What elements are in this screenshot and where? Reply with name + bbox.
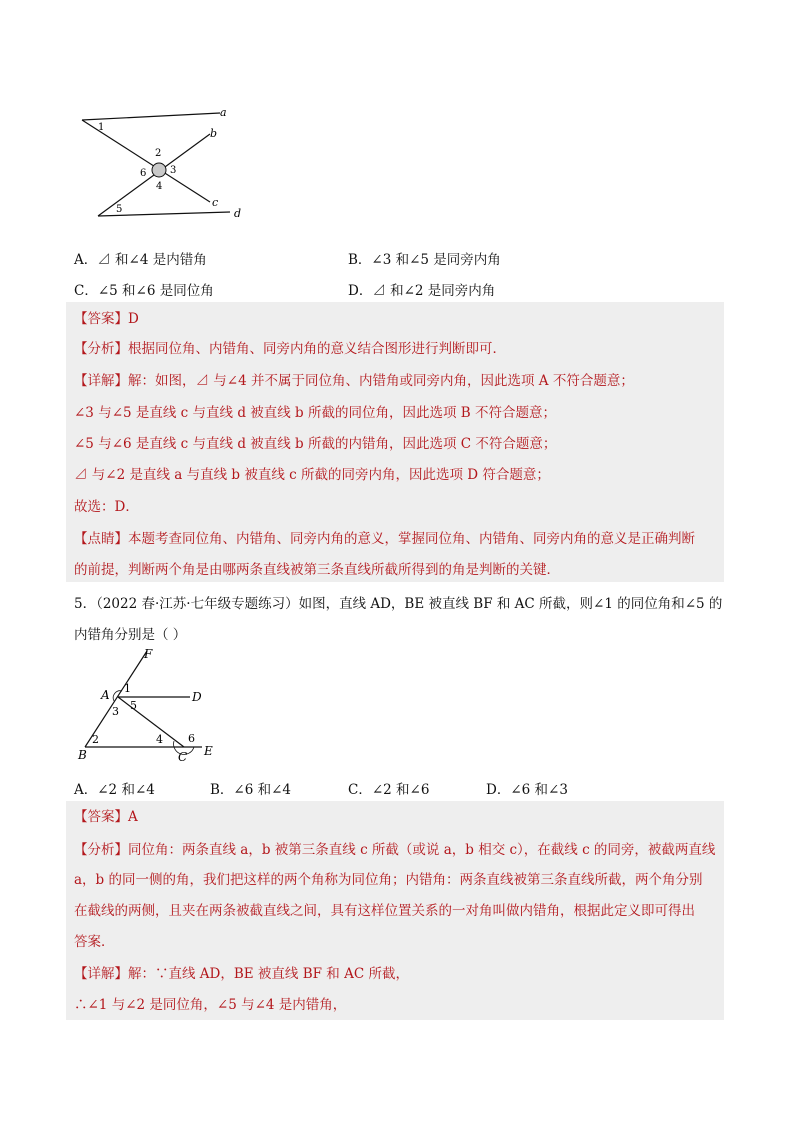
- q5-detail-line-1: [74, 965, 409, 983]
- q5-figure: [70, 643, 230, 768]
- line-a: [82, 113, 220, 120]
- answer-tag: 【答案】: [74, 311, 128, 327]
- label-angle-5: 5: [116, 204, 123, 215]
- line-AC: [118, 697, 184, 747]
- label-B: B: [78, 748, 87, 762]
- comment-text: 本题考查同位角、内错角、同旁内角的意义，掌握同位角、内错角、同旁内角的意义是正确判断: [128, 531, 695, 547]
- q4-detail-line-4: ⊿ 与∠2 是直线 a 与直线 b 被直线 c 所截的同旁内角，因此选项 D 符合题意；: [74, 467, 550, 483]
- label-b: b: [210, 127, 218, 140]
- q5-option-c: C．∠2 和∠6: [348, 782, 430, 798]
- q4-answer-line: [74, 310, 139, 328]
- answer-value: D: [128, 311, 139, 327]
- q4-analysis-line: [74, 340, 506, 358]
- q4-figure: [70, 100, 270, 225]
- label-d: d: [234, 207, 242, 220]
- q4-comment-line-2: 的前提，判断两个角是由哪两条直线被第三条直线所截所得到的角是判断的关键．: [74, 562, 560, 578]
- label-D: D: [192, 690, 202, 704]
- label-angle-1: 1: [124, 682, 131, 695]
- label-angle-5: 5: [130, 699, 137, 712]
- analysis-text: 同位角：两条直线 a，b 被第三条直线 c 所截（或说 a，b 相交 c），在截线 c 的同旁，被截两直线: [128, 842, 716, 858]
- detail-tag: 【详解】: [74, 966, 128, 982]
- label-E: E: [204, 744, 213, 758]
- label-A: A: [101, 688, 110, 702]
- comment-tag: 【点睛】: [74, 531, 128, 547]
- answer-value: A: [128, 809, 138, 825]
- analysis-tag: 【分析】: [74, 341, 128, 357]
- label-angle-2: 2: [155, 148, 162, 159]
- label-angle-2: 2: [92, 733, 99, 746]
- q4-detail-line-3: ∠5 与∠6 是直线 c 与直线 d 被直线 b 所截的内错角，因此选项 C 不符合题意；: [74, 436, 557, 452]
- q4-detail-line-2: ∠3 与∠5 是直线 c 与直线 d 被直线 b 所截的同位角，因此选项 B 不符合题意；: [74, 405, 556, 421]
- detail-text: 解：∵直线 AD，BE 被直线 BF 和 AC 所截，: [128, 966, 409, 982]
- q5-analysis-line-2: a，b 的同一侧的角，我们把这样的两个角称为同位角；内错角：两条直线被第三条直线所截，两个角分别: [74, 872, 703, 888]
- q4-detail-line-1: [74, 372, 634, 390]
- detail-tag: 【详解】: [74, 373, 128, 389]
- q4-comment-line-1: [74, 530, 695, 548]
- label-angle-4: 4: [156, 181, 163, 192]
- q5-option-b: B．∠6 和∠4: [210, 782, 292, 798]
- q5-option-d: D．∠6 和∠3: [486, 782, 568, 798]
- analysis-text: 根据同位角、内错角、同旁内角的意义结合图形进行判断即可．: [128, 341, 506, 357]
- label-F: F: [144, 647, 153, 661]
- q5-detail-line-2: ∴∠1 与∠2 是同位角，∠5 与∠4 是内错角，: [74, 997, 347, 1013]
- q4-option-a: A．⊿ 和∠4 是内错角: [74, 252, 207, 268]
- q4-detail-line-5: 故选：D．: [74, 499, 139, 515]
- analysis-tag: 【分析】: [74, 842, 128, 858]
- label-a: a: [220, 106, 227, 119]
- label-angle-6: 6: [188, 732, 195, 745]
- q4-option-d: D．⊿ 和∠2 是同旁内角: [348, 283, 496, 299]
- q5-analysis-line-4: 答案．: [74, 934, 115, 950]
- label-angle-3: 3: [170, 165, 177, 176]
- q5-answer-line: [74, 808, 138, 826]
- q5-stem-line-2: 内错角分别是（ ）: [74, 627, 187, 643]
- label-angle-6: 6: [140, 168, 147, 179]
- label-angle-1: 1: [98, 122, 105, 133]
- q5-analysis-line-1: [74, 841, 715, 859]
- label-angle-3: 3: [112, 705, 119, 718]
- q4-option-b: B．∠3 和∠5 是同旁内角: [348, 252, 501, 268]
- q4-option-c: C．∠5 和∠6 是同位角: [74, 283, 214, 299]
- detail-text: 解：如图，⊿ 与∠4 并不属于同位角、内错角或同旁内角，因此选项 A 不符合题意；: [128, 373, 634, 389]
- label-c: c: [212, 196, 219, 209]
- label-C: C: [178, 750, 188, 764]
- q5-option-a: A．∠2 和∠4: [74, 782, 155, 798]
- answer-tag: 【答案】: [74, 809, 128, 825]
- vertex-circle: [152, 163, 166, 177]
- q5-analysis-line-3: 在截线的两侧，且夹在两条被截直线之间，具有这样位置关系的一对角叫做内错角，根据此定义即可得出: [74, 903, 695, 919]
- q5-stem-line-1: 5．（2022 春·江苏·七年级专题练习）如图，直线 AD，BE 被直线 BF 和 AC 所截，则∠1 的同位角和∠5 的: [74, 596, 723, 612]
- label-angle-4: 4: [156, 733, 163, 746]
